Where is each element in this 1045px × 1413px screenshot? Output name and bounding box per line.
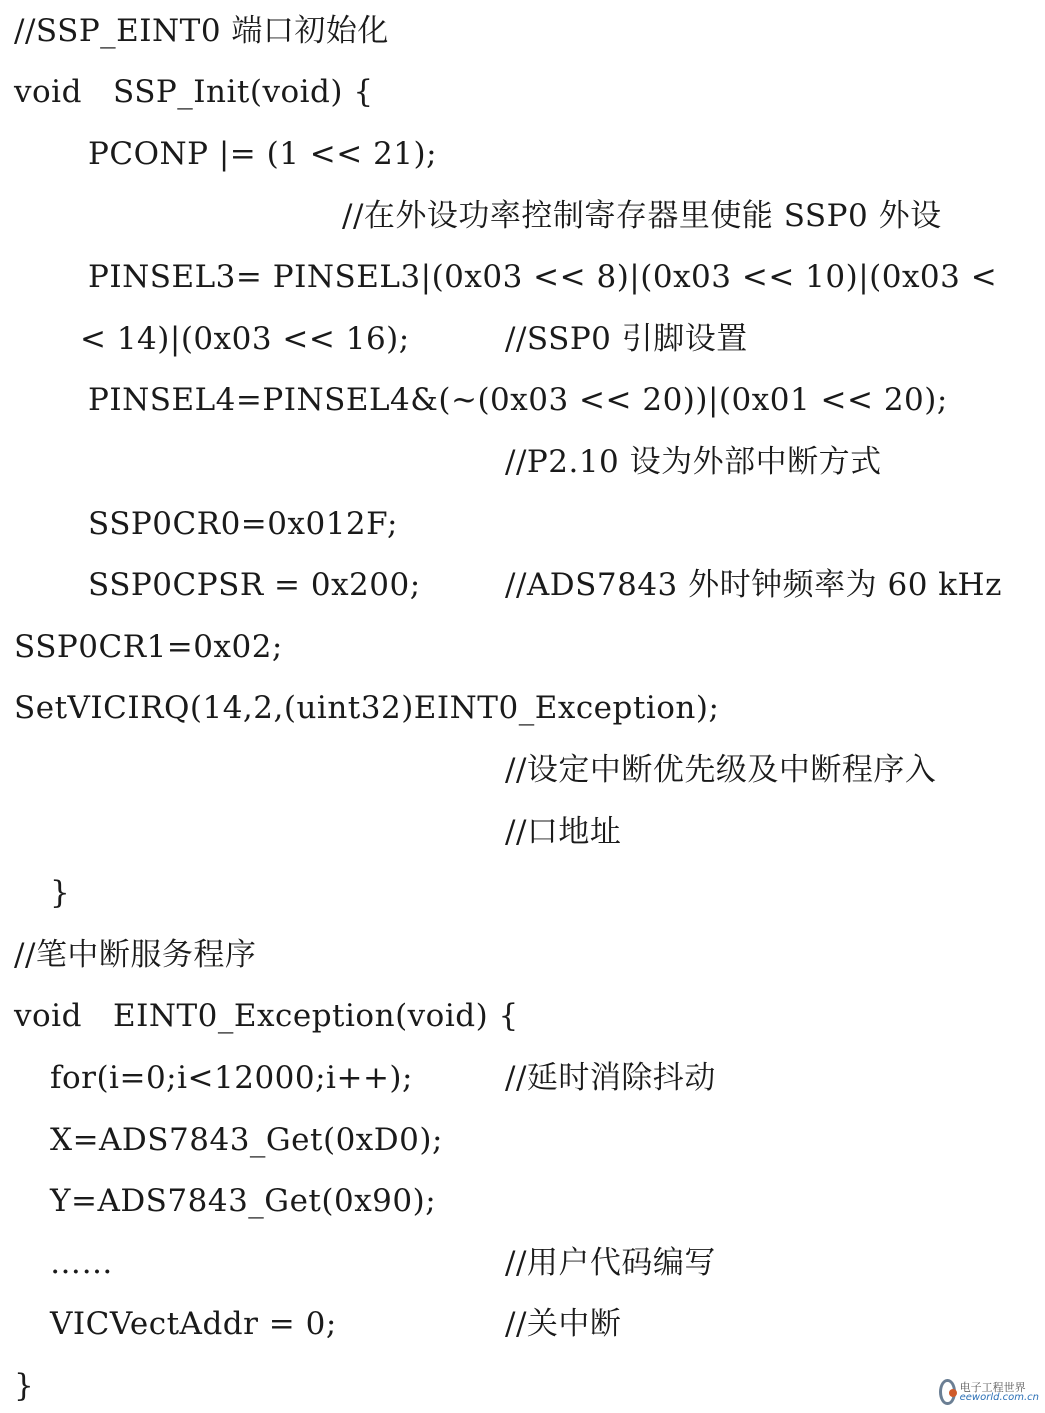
comment-pen-isr: //笔中断服务程序 [14, 937, 257, 973]
code-pinsel3-cont: < 14)|(0x03 << 16); [80, 321, 410, 357]
closing-brace-2: } [14, 1368, 35, 1404]
comment-pinsel4: //P2.10 设为外部中断方式 [505, 444, 882, 480]
code-pinsel4: PINSEL4=PINSEL4&(~(0x03 << 20))|(0x01 << 20); [88, 382, 948, 418]
code-ellipsis: …… [50, 1245, 113, 1281]
comment-user-code: //用户代码编写 [505, 1245, 716, 1281]
watermark-text [960, 1382, 1039, 1403]
comment-port-init: //SSP_EINT0 端口初始化 [14, 13, 389, 49]
code-y-get: Y=ADS7843_Get(0x90); [50, 1183, 437, 1219]
code-ssp0cr0: SSP0CR0=0x012F; [88, 506, 398, 542]
watermark-logo [939, 1375, 1039, 1409]
comment-pconp: //在外设功率控制寄存器里使能 SSP0 外设 [342, 198, 942, 234]
code-vicvectaddr: VICVectAddr = 0; [50, 1306, 337, 1342]
code-setvicirq: SetVICIRQ(14,2,(uint32)EINT0_Exception); [14, 690, 720, 726]
eeworld-logo-icon [939, 1379, 956, 1405]
closing-brace-1: } [50, 875, 71, 911]
comment-for-loop: //延时消除抖动 [505, 1060, 716, 1096]
comment-ssp0cpsr: //ADS7843 外时钟频率为 60 kHz [505, 567, 1002, 603]
code-for-loop: for(i=0;i<12000;i++); [50, 1060, 413, 1096]
comment-pinsel3: //SSP0 引脚设置 [505, 321, 748, 357]
code-pconp: PCONP |= (1 << 21); [88, 136, 438, 172]
func-ssp-init: void SSP_Init(void) { [14, 74, 374, 110]
watermark-cn: 电子工程世界 [959, 1380, 1026, 1394]
code-x-get: X=ADS7843_Get(0xD0); [50, 1122, 443, 1158]
code-ssp0cr1: SSP0CR1=0x02; [14, 629, 283, 665]
code-ssp0cpsr: SSP0CPSR = 0x200; [88, 567, 421, 603]
comment-setvicirq-1: //设定中断优先级及中断程序入 [505, 752, 937, 788]
comment-setvicirq-2: //口地址 [505, 814, 622, 850]
watermark-en: eeworld.com.cn [959, 1391, 1039, 1403]
code-pinsel3: PINSEL3= PINSEL3|(0x03 << 8)|(0x03 << 10)|(0x03 < [88, 259, 998, 295]
func-eint0-exception: void EINT0_Exception(void) { [14, 998, 519, 1034]
comment-vicvectaddr: //关中断 [505, 1306, 622, 1342]
